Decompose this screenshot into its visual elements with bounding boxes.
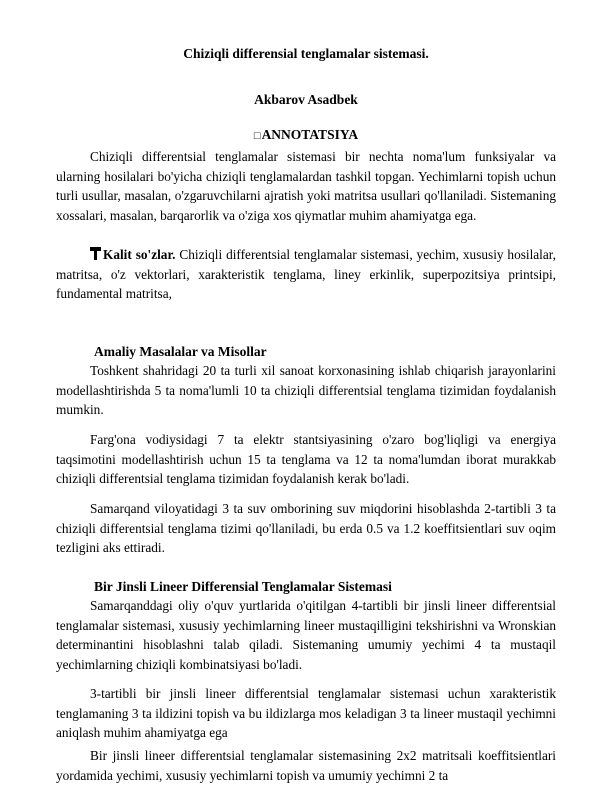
annotation-paragraph: Chiziqli differentsial tenglamalar sistemasi bir nechta noma'lum funksiyalar va ularning hosilalari bo'yicha chiziqli tenglamalardan tashkil topgan. Yechimlarni topish uchun turli usullar, masalan, o'zgaruvchilarni ajratish yoki matritsa usullari qo'llaniladi. Sistemaning xossalari, masalan, barqarorlik va o'ziga xos qiymatlar muhim ahamiyatga ega. <box>56 149 556 223</box>
section-heading-practical: Amaliy Masalalar va Misollar <box>94 344 267 359</box>
missing-glyph-box: □ <box>253 130 261 142</box>
keywords-label: Kalit so'zlar. <box>103 247 176 262</box>
section1-paragraph-2: Farg'ona vodiysidagi 7 ta elektr stantsiyasining o'zaro bog'liqligi va energiya taqsimotini modellashtirish uchun 15 ta tenglama va 12 ta noma'lumdan iborat murakkab chiziqli differentsial tenglama tizimidan foydalanish kerak bo'ladi. <box>56 432 556 486</box>
section1-paragraph-1: Toshkent shahridagi 20 ta turli xil sanoat korxonasining ishlab chiqarish jarayonlarini modellashtirishda 5 ta noma'lumli 10 ta chiziqli differentsial tenglama tizimidan foydalanish mumkin. <box>56 363 556 417</box>
keywords-paragraph <box>56 245 556 304</box>
annotation-heading-text: ANNOTATSIYA <box>261 127 359 142</box>
section-heading-homogeneous: Bir Jinsli Lineer Differensial Tenglamalar Sistemasi <box>94 579 392 594</box>
pin-icon <box>90 247 101 260</box>
section2-paragraph-2: 3-tartibli bir jinsli lineer differentsial tenglamalar sistemasi uchun xarakteristik tenglamaning 3 ta ildizini topish va bu ildizlarga mos keladigan 3 ta lineer mustaqil yechimni aniqlash muhim ahamiyatga ega <box>56 686 556 740</box>
page-title: Chiziqli differensial tenglamalar sistemasi. <box>183 46 429 61</box>
section2-paragraph-1: Samarqanddagi oliy o'quv yurtlarida o'qitilgan 4-tartibli bir jinsli lineer differentsial tenglamalar sistemasi, xususiy yechimlarning lineer mustaqilligini tekshirishni va Wronskian determinantini hisoblashni talab qiladi. Sistemaning umumiy yechimi 4 ta mustaqil yechimlarning chiziqli kombinatsiyasi bo'ladi. <box>56 598 556 672</box>
keywords-text: Chiziqli differentsial tenglamalar sistemasi, yechim, xususiy hosilalar, matritsa, o'z vektorlari, xarakteristik tenglama, liney erkinlik, superpozitsiya printsipi, fundamental matritsa, <box>56 247 557 301</box>
author-name: Akbarov Asadbek <box>254 92 358 107</box>
annotation-heading <box>56 127 556 143</box>
section2-paragraph-3: Bir jinsli lineer differentsial tenglamalar sistemasining 2x2 matritsali koeffitsientlari yordamida yechimi, xususiy yechimlarni topish va umumiy yechimni 2 ta <box>56 748 556 783</box>
section1-paragraph-3: Samarqand viloyatidagi 3 ta suv omborining suv miqdorini hisoblashda 2-tartibli 3 ta chiziqli differentsial tenglama tizimi qo'llaniladi, bu erda 0.5 va 1.2 koeffitsientlari suv oqim tezligini aks ettiradi. <box>56 501 556 555</box>
